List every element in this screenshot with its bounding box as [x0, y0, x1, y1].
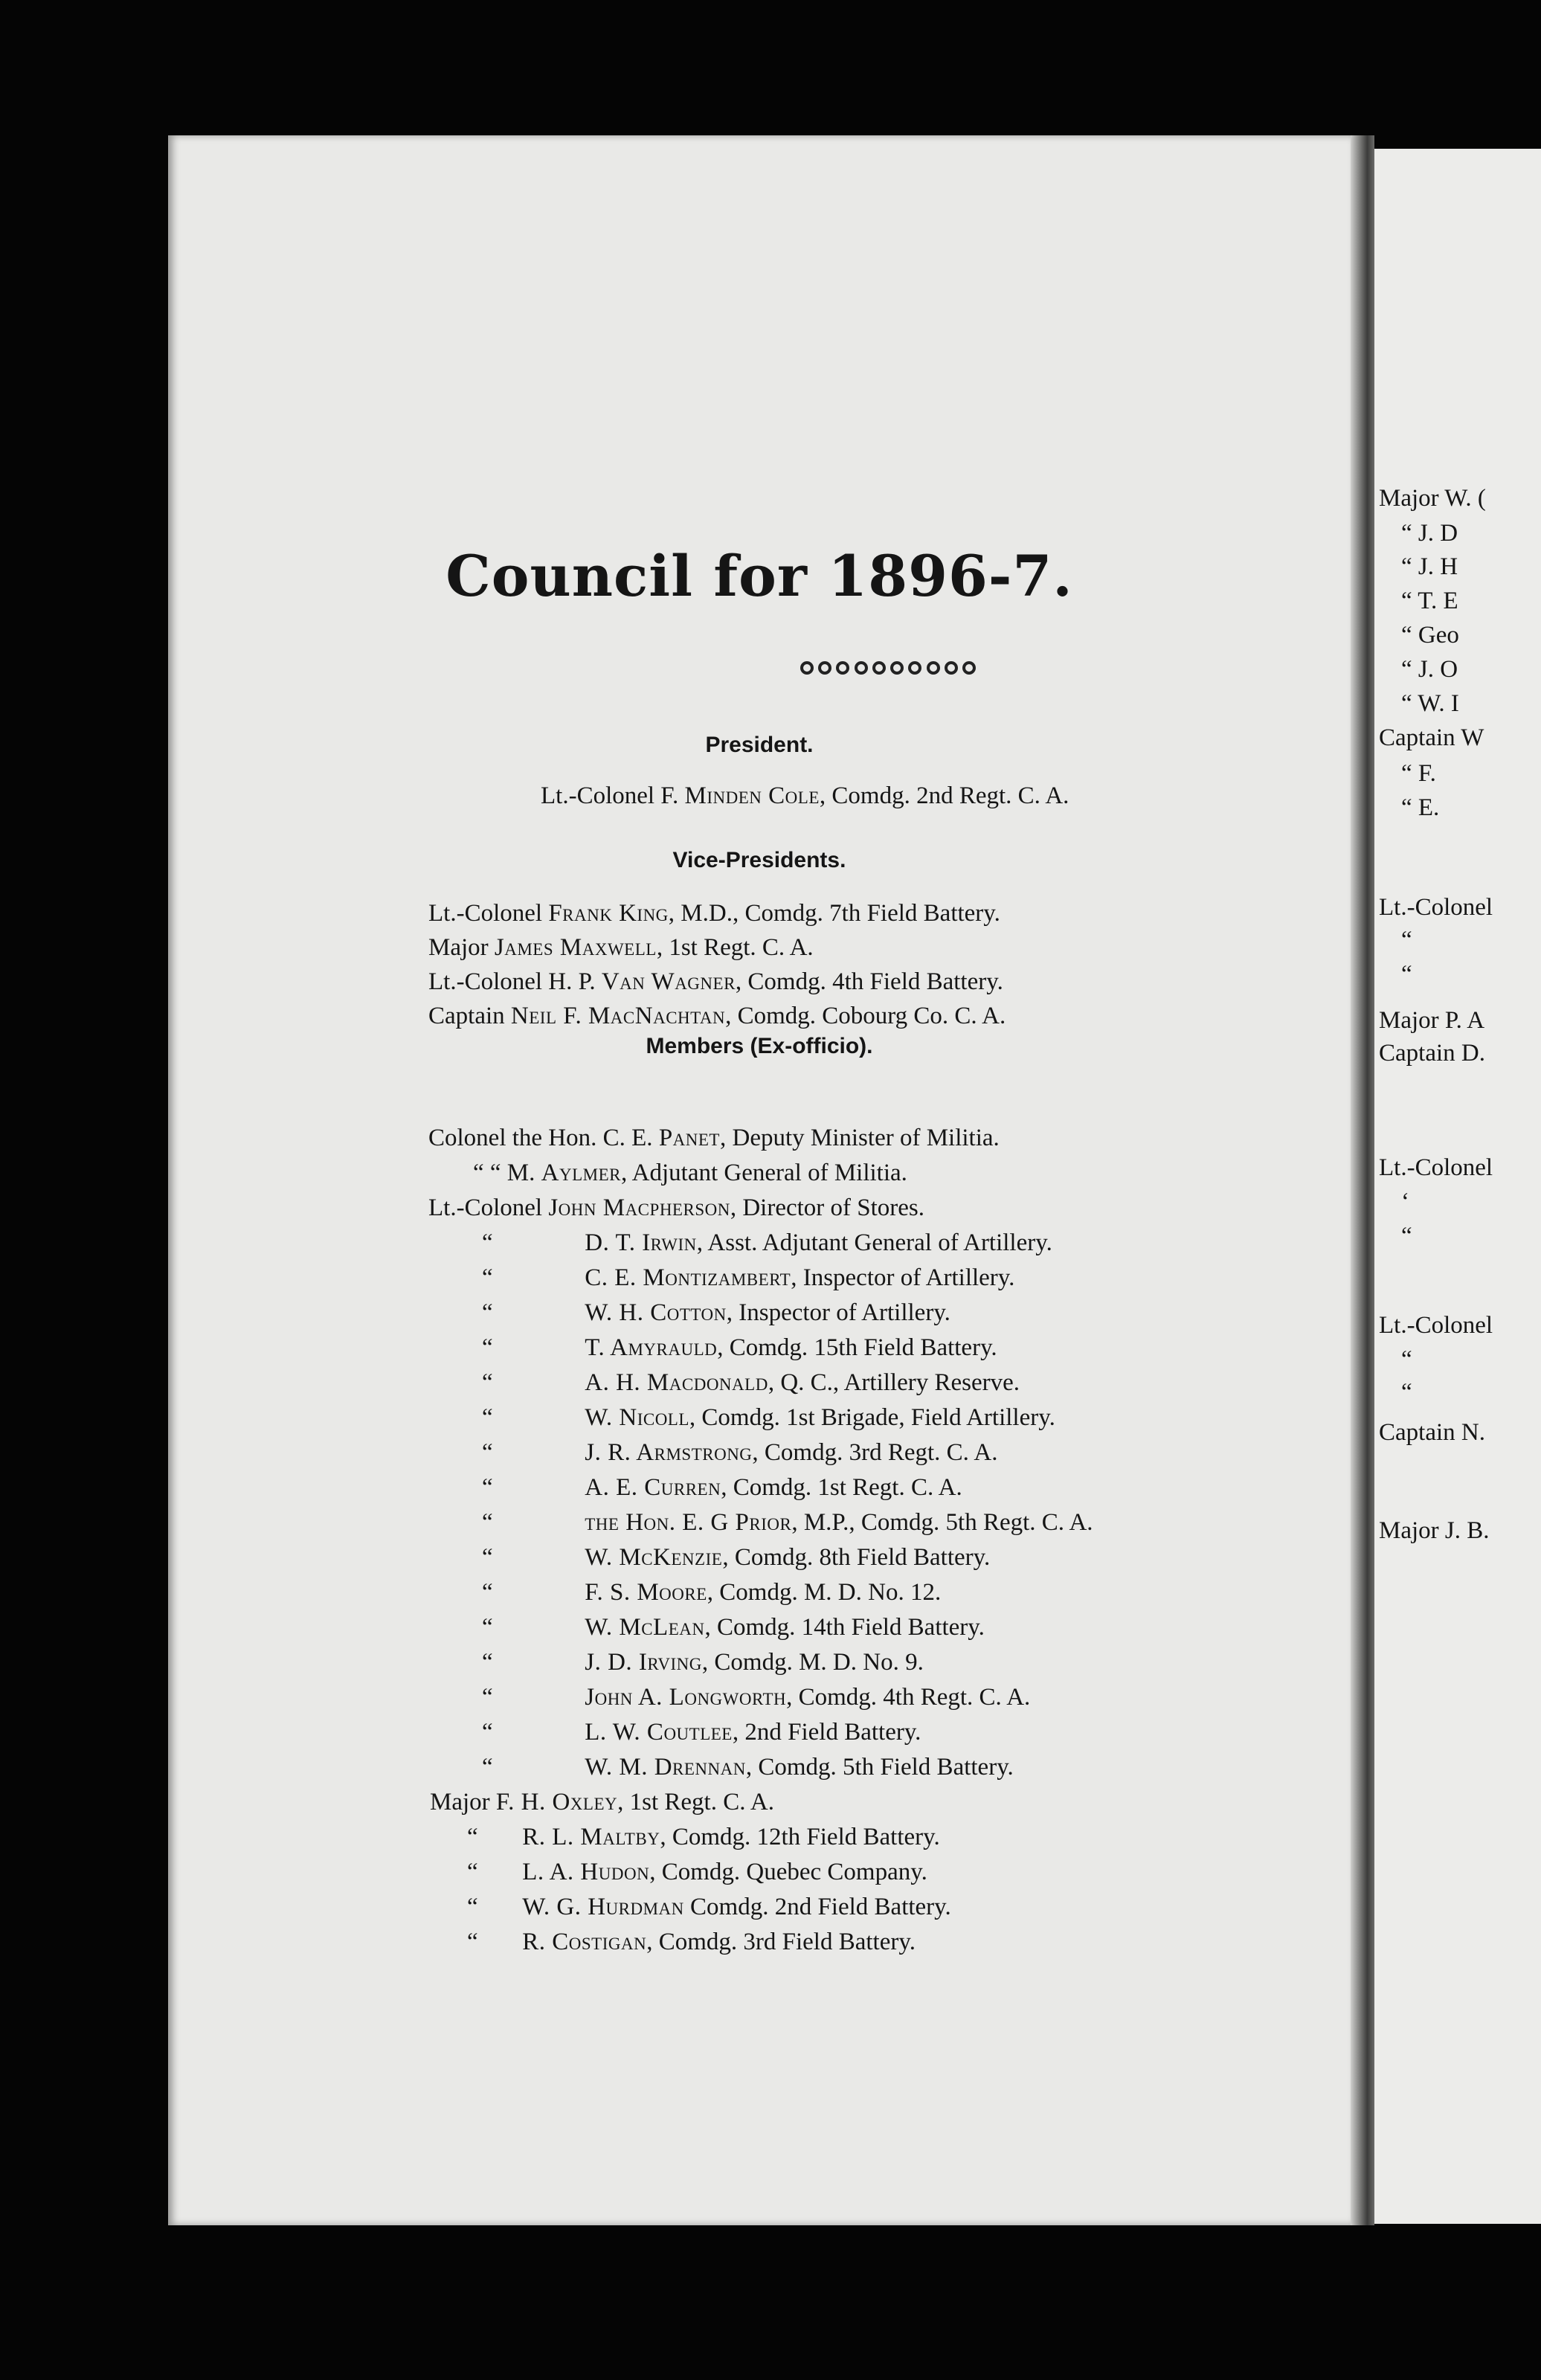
president-entry: Lt.-Colonel F. Minden Cole, Comdg. 2nd Regt. C. A. [541, 782, 1069, 809]
page-title: Council for 1896-7. [445, 543, 1073, 609]
list-item [482, 1752, 1014, 1782]
entry-prefix: “ [467, 1859, 478, 1885]
list-item [467, 1927, 916, 1957]
facing-page-line: “ W. I [1401, 690, 1459, 717]
facing-page-line: Lt.-Colonel [1379, 1312, 1493, 1339]
entry-role: , M.P., Comdg. 5th Regt. C. A. [791, 1509, 1093, 1536]
entry-prefix: “ [482, 1369, 493, 1396]
facing-page-line: Captain W [1379, 724, 1484, 751]
entry-name: L. W. Coutlee [585, 1719, 733, 1746]
list-item [428, 1123, 1000, 1153]
vice-presidents-heading: Vice-Presidents. [672, 848, 846, 872]
entry-role: , 1st Regt. C. A. [656, 934, 814, 961]
entry-name: R. L. Maltby [522, 1824, 660, 1850]
entry-role: , Comdg. M. D. No. 9. [701, 1649, 924, 1676]
entry-role: , Comdg. Quebec Company. [649, 1859, 927, 1885]
entry-prefix: “ [482, 1719, 493, 1746]
entry-name: D. T. Irwin [585, 1229, 697, 1256]
facing-page-line: Lt.-Colonel [1379, 894, 1493, 921]
entry-prefix: “ [482, 1404, 493, 1431]
entry-name: L. A. Hudon [522, 1859, 650, 1885]
entry-prefix: “ [482, 1229, 493, 1256]
list-item [482, 1228, 1052, 1258]
entry-role: , Adjutant General of Militia. [620, 1160, 907, 1186]
facing-page-line: “ J. H [1401, 553, 1458, 580]
list-item [430, 1787, 774, 1817]
entry-role: , Comdg. 4th Field Battery. [735, 968, 1003, 995]
facing-page-line: “ T. E [1401, 588, 1458, 614]
entry-role: , Asst. Adjutant General of Artillery. [696, 1229, 1052, 1256]
entry-name: John A. Longworth [585, 1684, 787, 1711]
list-item [482, 1543, 990, 1572]
entry-name: A. H. Macdonald [585, 1369, 768, 1396]
entry-prefix: Major [430, 1789, 490, 1815]
list-item [482, 1403, 1055, 1432]
entry-prefix: “ [482, 1264, 493, 1291]
entry-name: F. H. Oxley [495, 1789, 618, 1815]
facing-page-line: Major P. A [1379, 1007, 1485, 1034]
entry-role: , Inspector of Artillery. [791, 1264, 1015, 1291]
entry-role: , 1st Regt. C. A. [617, 1789, 774, 1815]
entry-name: Van Wagner [601, 968, 736, 995]
entry-role: , M.D., Comdg. 7th Field Battery. [668, 900, 1000, 927]
entry-role: , Comdg. 5th Field Battery. [745, 1754, 1014, 1781]
entry-prefix: Lt.-Colonel H. P. [428, 968, 596, 995]
members-heading: Members (Ex-officio). [646, 1034, 873, 1058]
entry-name: W. McKenzie [585, 1544, 723, 1571]
facing-page [1374, 149, 1541, 2224]
president-heading: President. [705, 733, 814, 757]
list-item [482, 1368, 1020, 1398]
entry-prefix: “ [482, 1579, 493, 1606]
entry-prefix: “ [482, 1649, 493, 1676]
list-item [482, 1438, 997, 1467]
entry-prefix: “ [482, 1754, 493, 1781]
entry-name: C. E. Montizambert [585, 1264, 791, 1291]
entry-role: , Comdg. M. D. No. 12. [707, 1579, 942, 1606]
list-item [482, 1647, 924, 1677]
list-item [428, 1193, 924, 1223]
entry-name: James Maxwell [494, 934, 657, 961]
facing-page-line: ‘ [1401, 1189, 1409, 1215]
book-gutter [1351, 135, 1374, 2225]
facing-page-line: “ [1401, 927, 1412, 953]
entry-name: the Hon. E. G Prior [585, 1509, 792, 1536]
entry-prefix: “ [467, 1894, 478, 1920]
list-item [467, 1857, 927, 1887]
list-item [428, 1001, 1006, 1031]
list-item [482, 1682, 1030, 1712]
entry-role: , Deputy Minister of Militia. [719, 1125, 1000, 1151]
entry-role: , Comdg. 8th Field Battery. [722, 1544, 991, 1571]
facing-page-line: “ J. O [1401, 656, 1458, 683]
entry-prefix: “ [482, 1509, 493, 1536]
entry-name: Frank King [548, 900, 669, 927]
list-item [482, 1717, 921, 1747]
entry-role: , Comdg. 15th Field Battery. [717, 1334, 997, 1361]
entry-role: , 2nd Field Battery. [732, 1719, 921, 1746]
entry-prefix: “ [467, 1824, 478, 1850]
entry-prefix: Major [428, 934, 489, 961]
facing-page-line: “ [1401, 1379, 1412, 1406]
entry-prefix: “ [482, 1299, 493, 1326]
entry-role: Comdg. 2nd Field Battery. [683, 1894, 951, 1920]
entry-role: , Comdg. Cobourg Co. C. A. [725, 1003, 1006, 1029]
facing-page-line: “ J. D [1401, 520, 1458, 547]
entry-prefix: “ [482, 1684, 493, 1711]
entry-prefix: Lt.-Colonel [428, 900, 543, 927]
entry-prefix: “ [482, 1439, 493, 1466]
entry-name: Panet [658, 1125, 720, 1151]
facing-page-line: “ F. [1401, 760, 1436, 787]
entry-name: W. M. Drennan [585, 1754, 746, 1781]
entry-name: Aylmer [541, 1160, 621, 1186]
entry-role: , Comdg. 1st Brigade, Field Artillery. [689, 1404, 1055, 1431]
ornament-divider [800, 660, 976, 675]
list-item [467, 1822, 940, 1852]
facing-page-line: Captain D. [1379, 1040, 1485, 1067]
facing-page-line: “ Geo [1401, 622, 1459, 649]
entry-name: W. Nicoll [585, 1404, 689, 1431]
entry-role: , Inspector of Artillery. [726, 1299, 950, 1326]
facing-page-line: Lt.-Colonel [1379, 1154, 1493, 1181]
entry-name: J. D. Irving [585, 1649, 702, 1676]
entry-name: John Macpherson [548, 1194, 730, 1221]
entry-name: R. Costigan [522, 1929, 647, 1955]
entry-prefix: Colonel the Hon. C. E. [428, 1125, 653, 1151]
entry-name: A. E. Curren [585, 1474, 721, 1501]
entry-prefix: Captain [428, 1003, 505, 1029]
list-item [482, 1298, 950, 1328]
entry-role: , Comdg. 4th Regt. C. A. [786, 1684, 1031, 1711]
list-item [482, 1508, 1093, 1537]
entry-name: W. G. Hurdman [522, 1894, 684, 1920]
entry-role: , Comdg. 3rd Field Battery. [646, 1929, 916, 1955]
entry-role: , Comdg. 12th Field Battery. [660, 1824, 940, 1850]
entry-name: T. Amyrauld [585, 1334, 718, 1361]
entry-name: Neil F. MacNachtan [510, 1003, 726, 1029]
entry-role: , Q. C., Artillery Reserve. [768, 1369, 1020, 1396]
list-item [428, 967, 1003, 997]
list-item [473, 1158, 907, 1188]
list-item [482, 1263, 1014, 1293]
facing-page-line: “ [1401, 1346, 1412, 1373]
entry-role: , Comdg. 1st Regt. C. A. [721, 1474, 962, 1501]
entry-prefix: Lt.-Colonel [428, 1194, 543, 1221]
entry-name: W. H. Cotton [585, 1299, 727, 1326]
list-item [482, 1577, 941, 1607]
entry-name: J. R. Armstrong [585, 1439, 753, 1466]
list-item [428, 898, 1000, 928]
facing-page-line: “ E. [1401, 794, 1440, 821]
entry-role: , Comdg. 3rd Regt. C. A. [752, 1439, 998, 1466]
facing-page-line: Captain N. [1379, 1419, 1485, 1446]
entry-role: , Comdg. 14th Field Battery. [704, 1614, 985, 1641]
entry-prefix: “ [482, 1334, 493, 1361]
entry-prefix: “ [467, 1929, 478, 1955]
entry-prefix: “ [482, 1474, 493, 1501]
facing-page-line: “ [1401, 961, 1412, 988]
list-item [482, 1333, 997, 1363]
entry-prefix: “ [482, 1614, 493, 1641]
facing-page-line: “ [1401, 1223, 1412, 1250]
list-item [467, 1892, 951, 1922]
facing-page-line: Major J. B. [1379, 1517, 1490, 1544]
entry-role: , Director of Stores. [730, 1194, 925, 1221]
list-item [482, 1473, 962, 1502]
entry-prefix: “ “ M. [473, 1160, 535, 1186]
facing-page-line: Major W. ( [1379, 485, 1486, 512]
entry-prefix: “ [482, 1544, 493, 1571]
list-item [428, 933, 814, 962]
entry-name: F. S. Moore [585, 1579, 707, 1606]
entry-name: W. McLean [585, 1614, 705, 1641]
list-item [482, 1612, 985, 1642]
